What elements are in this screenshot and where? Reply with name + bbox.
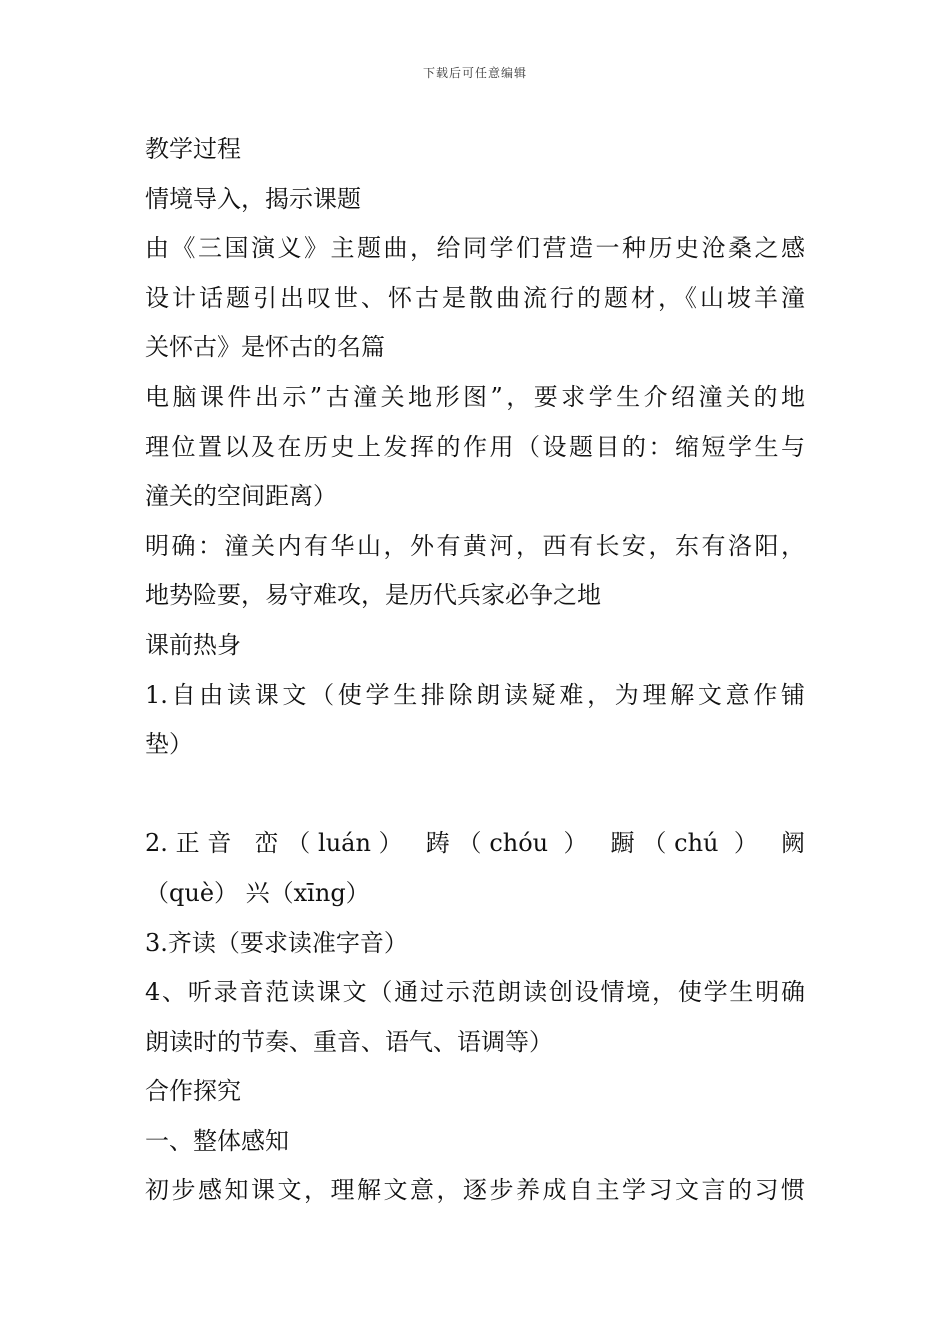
subheading-overall-perception: 一、整体感知 [145, 1126, 289, 1155]
paragraph-line: 电脑课件出示”古潼关地形图”，要求学生介绍潼关的地 [145, 382, 805, 411]
subheading-cooperative-inquiry: 合作探究 [145, 1077, 241, 1106]
paragraph-line: 明确：潼关内有华山，外有黄河，西有长安，东有洛阳， [145, 531, 805, 560]
paragraph-line: 设计话题引出叹世、怀古是散曲流行的题材，《山坡羊潼 [145, 283, 805, 312]
list-item-line: （què） 兴（xīng） [145, 878, 370, 907]
paragraph-line: 地势险要，易守难攻，是历代兵家必争之地 [145, 581, 601, 610]
paragraph-line: 初步感知课文，理解文意，逐步养成自主学习文言的习惯 [145, 1176, 805, 1205]
list-item-line: 4、听录音范读课文（通过示范朗读创设情境，使学生明确 [145, 978, 805, 1007]
paragraph-line: 理位置以及在历史上发挥的作用（设题目的：缩短学生与 [145, 432, 805, 461]
list-item-line: 朗读时的节奏、重音、语气、语调等） [145, 1027, 553, 1056]
paragraph-line: 关怀古》是怀古的名篇 [145, 333, 385, 362]
list-item-line: 2.正音 峦（luán） 踌（chóu ） 蹰（chú ） 阙 [145, 829, 805, 858]
blank-line [145, 770, 805, 820]
list-item-line: 1.自由读课文（使学生排除朗读疑难，为理解文意作铺 [145, 680, 805, 709]
paragraph-line: 由《三国演义》主题曲，给同学们营造一种历史沧桑之感 [145, 234, 805, 263]
list-item-line: 3.齐读（要求读准字音） [145, 928, 408, 957]
subheading-intro: 情境导入，揭示课题 [145, 184, 361, 213]
section-heading-teaching-process: 教学过程 [145, 135, 241, 163]
page-header: 下载后可任意编辑 [422, 66, 527, 80]
paragraph-line: 潼关的空间距离） [145, 482, 337, 511]
subheading-warmup: 课前热身 [145, 630, 241, 659]
document-body [145, 125, 805, 1216]
list-item-line: 垫） [145, 730, 193, 759]
